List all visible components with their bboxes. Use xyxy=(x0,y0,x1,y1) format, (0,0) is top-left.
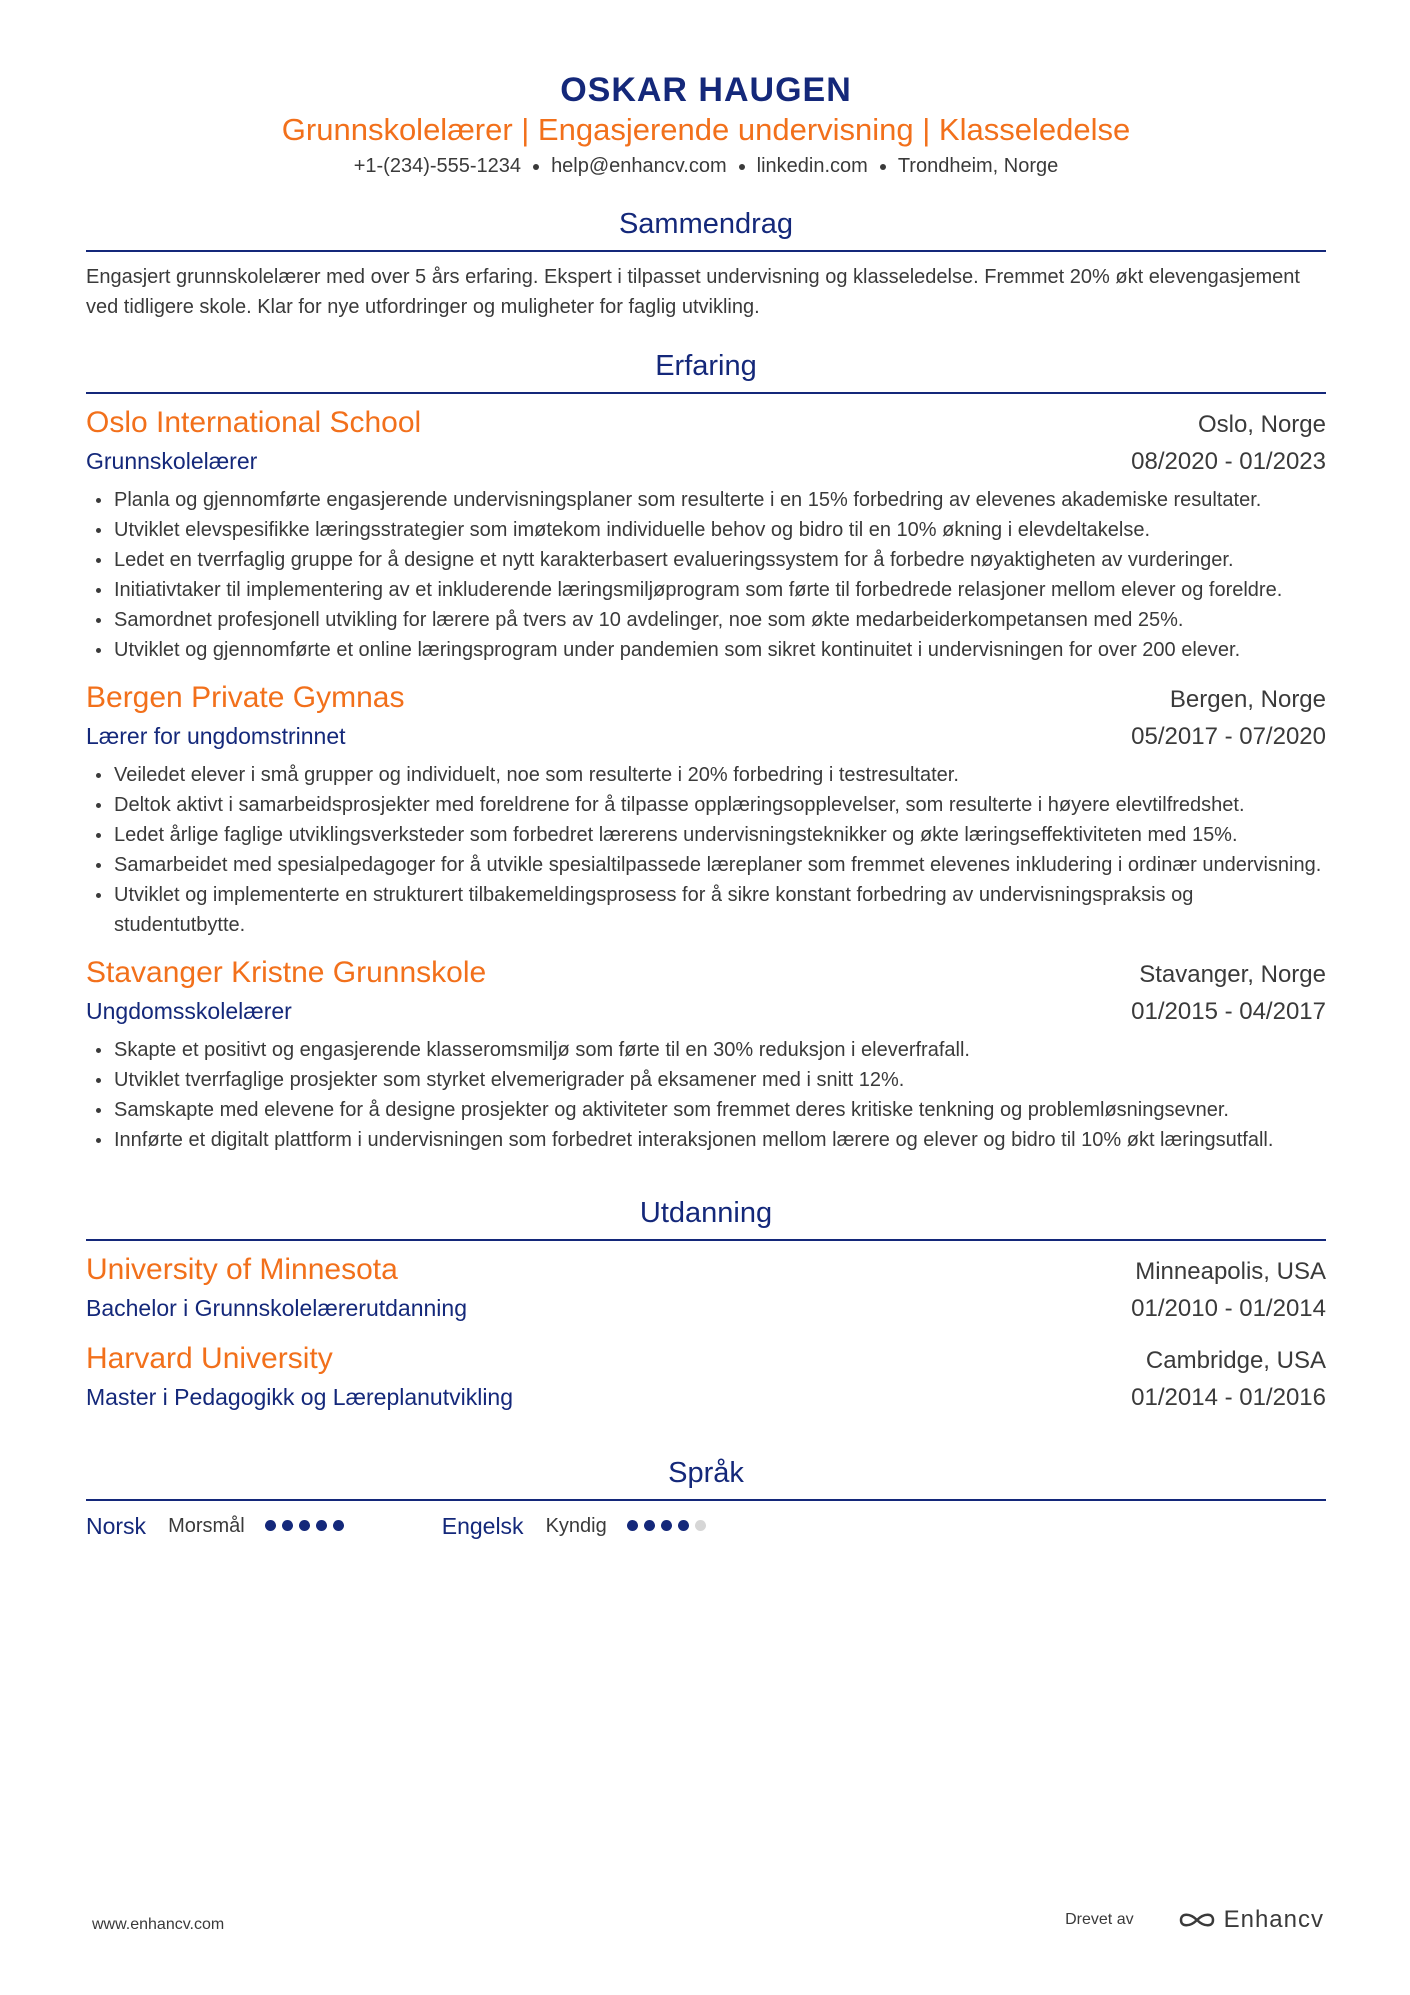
section-title: Språk xyxy=(86,1455,1326,1501)
school-name: University of Minnesota xyxy=(86,1253,398,1286)
bullet-list xyxy=(86,485,1326,665)
enhancv-logo-icon xyxy=(1178,1909,1216,1931)
summary-section xyxy=(86,206,1326,322)
degree-name: Master i Pedagogikk og Læreplanutvikling xyxy=(86,1384,514,1410)
education-section xyxy=(86,1195,1326,1415)
languages-section xyxy=(86,1455,1326,1540)
language-item xyxy=(86,1513,350,1540)
language-name: Norsk xyxy=(86,1513,147,1539)
experience-entry xyxy=(86,404,1326,665)
separator-dot xyxy=(739,164,745,170)
job-title: Grunnskolelærer xyxy=(86,448,258,474)
bullet-item: Utviklet tverrfaglige prosjekter som styrket elvemerigrader på eksamener med i snitt 12%. xyxy=(86,1065,1326,1095)
contact-location: Trondheim, Norge xyxy=(897,155,1059,177)
powered-by-label: Drevet av xyxy=(1065,1911,1134,1928)
job-dates: 05/2017 - 07/2020 xyxy=(1131,723,1326,750)
education-entry xyxy=(86,1251,1326,1326)
rating-dot-filled xyxy=(333,1520,344,1531)
bullet-list xyxy=(86,760,1326,940)
employer-name: Oslo International School xyxy=(86,406,422,439)
employer-name: Stavanger Kristne Grunnskole xyxy=(86,956,487,989)
job-title: Lærer for ungdomstrinnet xyxy=(86,723,346,749)
job-location: Stavanger, Norge xyxy=(1139,961,1326,988)
bullet-item: Utviklet og gjennomførte et online læringsprogram under pandemien som sikret kontinuitet i undervisningen for over 200 elever. xyxy=(86,635,1326,665)
employer-name: Bergen Private Gymnas xyxy=(86,681,405,714)
bullet-item: Ledet årlige faglige utviklingsverksteder som forbedret lærerens undervisningsteknikker og økte læringseffektiviteten med 15%. xyxy=(86,820,1326,850)
enhancv-logo[interactable] xyxy=(1178,1906,1324,1934)
rating-dot-filled xyxy=(627,1520,638,1531)
contact-phone: +1-(234)-555-1234 xyxy=(353,155,522,177)
language-rating xyxy=(627,1518,712,1536)
school-name: Harvard University xyxy=(86,1342,333,1375)
resume-header xyxy=(86,70,1326,180)
education-dates: 01/2010 - 01/2014 xyxy=(1131,1295,1326,1322)
section-title: Erfaring xyxy=(86,348,1326,394)
bullet-item: Deltok aktivt i samarbeidsprosjekter med foreldrene for å tilpasse opplæringsopplevelser, som resulterte i høyere elevtilfredshet. xyxy=(86,790,1326,820)
job-dates: 01/2015 - 04/2017 xyxy=(1131,998,1326,1025)
contact-email[interactable]: help@enhancv.com xyxy=(551,155,727,177)
bullet-item: Planla og gjennomførte engasjerende undervisningsplaner som resulterte i en 15% forbedring av elevenes akademiske resultater. xyxy=(86,485,1326,515)
rating-dot-filled xyxy=(299,1520,310,1531)
rating-dot-filled xyxy=(265,1520,276,1531)
experience-entry xyxy=(86,679,1326,940)
degree-name: Bachelor i Grunnskolelærerutdanning xyxy=(86,1295,467,1321)
job-title: Ungdomsskolelærer xyxy=(86,998,292,1024)
summary-text: Engasjert grunnskolelærer med over 5 års erfaring. Ekspert i tilpasset undervisning og klasseledelse. Fremmet 20% økt elevengasjement ved tidligere skole. Klar for nye utfordringer og muligheter for faglig utvikling. xyxy=(86,266,1300,318)
education-entry xyxy=(86,1340,1326,1415)
section-title: Utdanning xyxy=(86,1195,1326,1241)
brand-name: Enhancv xyxy=(1223,1906,1324,1933)
language-level: Morsmål xyxy=(168,1515,245,1537)
bullet-item: Utviklet elevspesifikke læringsstrategier som imøtekom individuelle behov og bidro til en 10% økning i elevdeltakelse. xyxy=(86,515,1326,545)
school-location: Cambridge, USA xyxy=(1145,1347,1326,1374)
bullet-item: Skapte et positivt og engasjerende klasseromsmiljø som førte til en 30% reduksjon i eleverfrafall. xyxy=(86,1035,1326,1065)
candidate-name: OSKAR HAUGEN xyxy=(560,71,852,109)
rating-dot-filled xyxy=(661,1520,672,1531)
contact-line xyxy=(86,152,1326,180)
language-list xyxy=(86,1513,1326,1540)
bullet-item: Samarbeidet med spesialpedagoger for å utvikle spesialtilpassede læreplaner som fremmet elevenes inkludering i ordinær undervisning. xyxy=(86,850,1326,880)
rating-dot-empty xyxy=(695,1520,706,1531)
section-title: Sammendrag xyxy=(86,206,1326,252)
bullet-list xyxy=(86,1035,1326,1155)
separator-dot xyxy=(880,164,886,170)
rating-dot-filled xyxy=(316,1520,327,1531)
rating-dot-filled xyxy=(678,1520,689,1531)
contact-linkedin[interactable]: linkedin.com xyxy=(756,155,868,177)
education-dates: 01/2014 - 01/2016 xyxy=(1131,1384,1326,1411)
job-location: Oslo, Norge xyxy=(1197,411,1326,438)
bullet-item: Samordnet profesjonell utvikling for lærere på tvers av 10 avdelinger, noe som økte medarbeiderkompetansen med 25%. xyxy=(86,605,1326,635)
headline: Grunnskolelærer | Engasjerende undervisning | Klasseledelse xyxy=(281,112,1131,147)
bullet-item: Ledet en tverrfaglig gruppe for å designe et nytt karakterbasert evalueringssystem for å forbedre nøyaktigheten av vurderinger. xyxy=(86,545,1326,575)
footer-branding xyxy=(1065,1906,1324,1934)
rating-dot-filled xyxy=(644,1520,655,1531)
bullet-item: Utviklet og implementerte en strukturert tilbakemeldingsprosess for å sikre konstant forbedring av undervisningspraksis og studentutbytte. xyxy=(86,880,1326,940)
bullet-item: Innførte et digitalt plattform i undervisningen som forbedret interaksjonen mellom lærere og elever og bidro til 10% økt læringsutfall. xyxy=(86,1125,1326,1155)
resume-page xyxy=(86,70,1326,1540)
language-item xyxy=(442,1513,712,1540)
language-name: Engelsk xyxy=(441,1513,524,1539)
bullet-item: Initiativtaker til implementering av et inkluderende læringsmiljøprogram som førte til forbedrede relasjoner mellom elever og foreldre. xyxy=(86,575,1326,605)
experience-entry xyxy=(86,954,1326,1155)
experience-section xyxy=(86,348,1326,1155)
school-location: Minneapolis, USA xyxy=(1135,1258,1326,1285)
footer-website[interactable]: www.enhancv.com xyxy=(92,1916,225,1933)
job-dates: 08/2020 - 01/2023 xyxy=(1131,448,1326,475)
separator-dot xyxy=(533,164,539,170)
language-level: Kyndig xyxy=(545,1515,607,1537)
bullet-item: Samskapte med elevene for å designe prosjekter og aktiviteter som fremmet deres kritiske tenkning og problemløsningsevner. xyxy=(86,1095,1326,1125)
rating-dot-filled xyxy=(282,1520,293,1531)
bullet-item: Veiledet elever i små grupper og individuelt, noe som resulterte i 20% forbedring i testresultater. xyxy=(86,760,1326,790)
language-rating xyxy=(265,1518,350,1536)
job-location: Bergen, Norge xyxy=(1169,686,1326,713)
